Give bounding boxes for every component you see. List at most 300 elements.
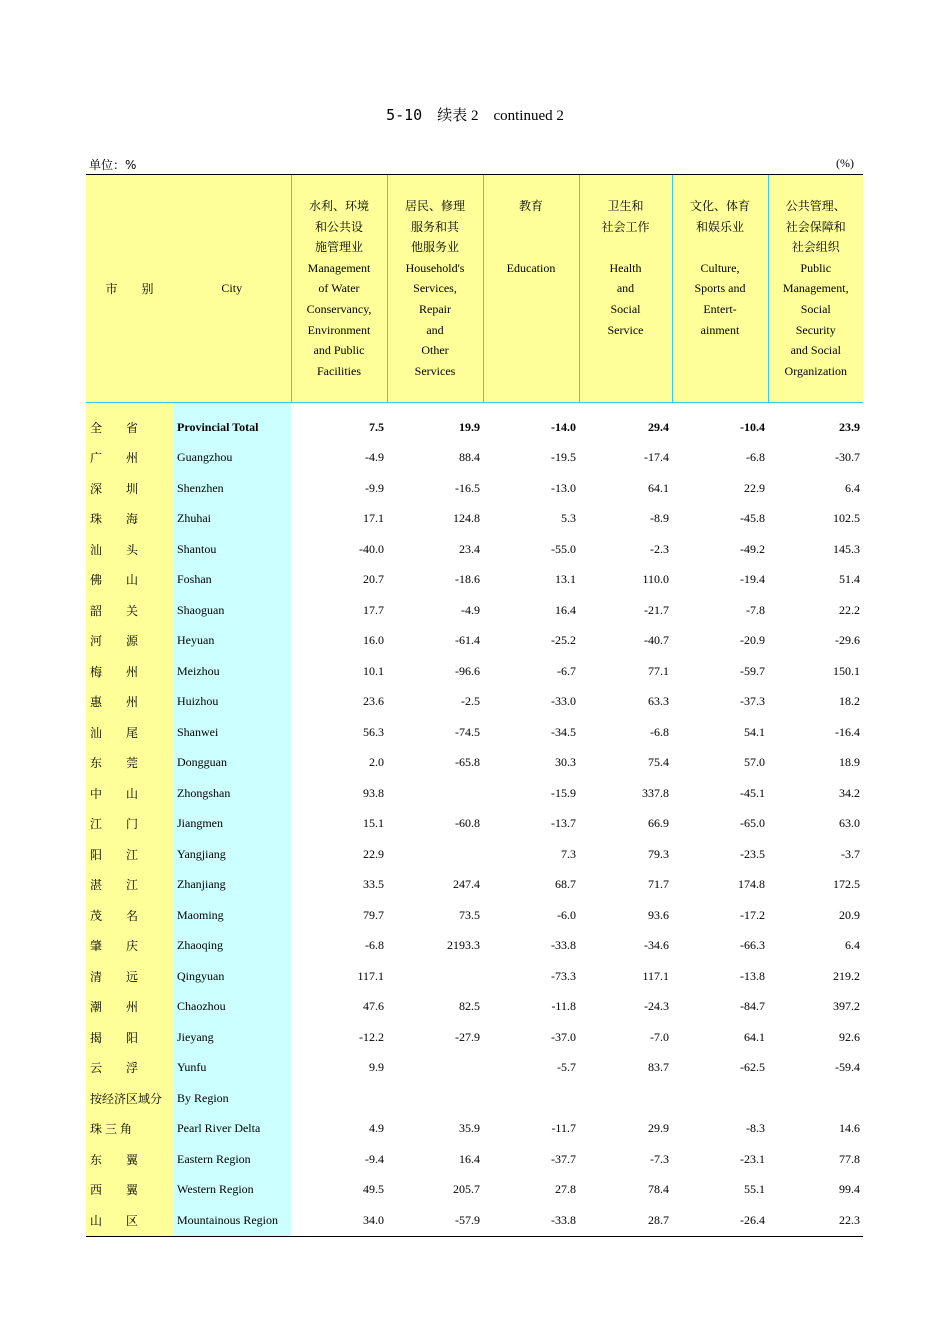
table-cell: 6.4	[845, 480, 860, 495]
row-label-zh: 潮 州	[86, 992, 173, 1023]
row-label-en: Shantou	[173, 534, 291, 565]
header-line: Security	[795, 322, 836, 337]
table-cell: -55.0	[551, 541, 576, 556]
table-cell: -11.8	[551, 999, 576, 1014]
table-cell: -40.0	[359, 541, 384, 556]
table-title-en: continued 2	[493, 108, 564, 124]
header-line: Culture,	[700, 260, 740, 275]
header-line	[484, 299, 579, 320]
row-label-en: Shanwei	[173, 717, 291, 748]
table-row	[86, 412, 863, 443]
table-cell: 145.3	[833, 541, 860, 556]
header-line	[673, 361, 768, 382]
row-label-en: Mountainous Region	[173, 1205, 291, 1236]
table-cell: 68.7	[555, 877, 576, 892]
row-label-zh: 清 远	[86, 961, 173, 992]
table-cell: -4.9	[461, 602, 480, 617]
table-cell: 51.4	[839, 572, 860, 587]
table-cell: -6.8	[650, 724, 669, 739]
table-row	[86, 443, 863, 474]
table-cell: -45.1	[740, 785, 765, 800]
table-cell: -6.0	[557, 907, 576, 922]
table-cell: -9.4	[365, 1151, 384, 1166]
table-cell: 64.1	[648, 480, 669, 495]
table-cell: 10.1	[363, 663, 384, 678]
table-cell: 29.4	[648, 419, 669, 434]
header-col-1	[291, 175, 387, 403]
table-row	[86, 534, 863, 565]
table-cell: -26.4	[672, 1205, 768, 1236]
header-line: 服务和其	[410, 219, 459, 234]
table-row	[86, 565, 863, 596]
unit-label: 单位：%	[89, 158, 137, 172]
row-label-en: Yunfu	[173, 1053, 291, 1084]
table-cell: -84.7	[740, 999, 765, 1014]
header-line: Organization	[784, 363, 847, 378]
table-cell: 14.6	[839, 1121, 860, 1136]
header-line: 卫生和	[607, 199, 644, 213]
table-cell: -14.0	[551, 419, 576, 434]
header-line: Education	[506, 260, 556, 275]
table-cell: 247.4	[453, 877, 480, 892]
row-label-en: Meizhou	[173, 656, 291, 687]
table-cell: 4.9	[369, 1121, 384, 1136]
table-cell: -16.5	[455, 480, 480, 495]
row-label-zh: 山 区	[86, 1205, 173, 1236]
table-cell: 34.0	[291, 1205, 387, 1236]
table-cell: -17.4	[644, 450, 669, 465]
header-col-2	[387, 175, 483, 403]
table-row	[86, 931, 863, 962]
header-line: Services	[414, 363, 456, 378]
row-label-en: Zhanjiang	[173, 870, 291, 901]
header-line: Management,	[782, 281, 849, 296]
row-label-zh: 揭 阳	[86, 1022, 173, 1053]
header-col-6	[768, 175, 863, 403]
table-cell: -33.0	[551, 694, 576, 709]
table-cell: 337.8	[642, 785, 669, 800]
header-line: Repair	[419, 301, 451, 316]
table-cell: 6.4	[845, 938, 860, 953]
table-row	[86, 626, 863, 657]
table-cell	[387, 1053, 483, 1084]
header-line	[484, 320, 579, 341]
table-cell: -13.0	[551, 480, 576, 495]
table-cell: -2.5	[461, 694, 480, 709]
table-cell: 9.9	[369, 1060, 384, 1075]
table-cell: 77.1	[648, 663, 669, 678]
table-row	[86, 473, 863, 504]
table-cell: 29.9	[648, 1121, 669, 1136]
row-label-zh: 西 翼	[86, 1175, 173, 1206]
header-line: 教育	[518, 199, 543, 213]
table-cell: -7.0	[650, 1029, 669, 1044]
table-cell: 23.9	[839, 419, 860, 434]
header-line	[673, 340, 768, 361]
statistics-table	[86, 174, 863, 1237]
header-line: Public	[800, 260, 832, 275]
table-cell: 30.3	[555, 755, 576, 770]
table-cell: 79.3	[648, 846, 669, 861]
table-cell: -15.9	[551, 785, 576, 800]
table-cell	[579, 1083, 672, 1114]
row-label-en: Shaoguan	[173, 595, 291, 626]
table-cell: 83.7	[648, 1060, 669, 1075]
table-cell: 79.7	[363, 907, 384, 922]
table-cell: -96.6	[455, 663, 480, 678]
header-line: and Public	[313, 343, 365, 358]
row-label-en: Maoming	[173, 900, 291, 931]
header-line	[484, 217, 579, 238]
row-label-zh: 韶 关	[86, 595, 173, 626]
header-line: Other	[421, 343, 449, 358]
header-line	[484, 278, 579, 299]
table-row	[86, 1144, 863, 1175]
table-cell: -6.7	[557, 663, 576, 678]
table-cell: -7.8	[746, 602, 765, 617]
table-cell: -27.9	[455, 1029, 480, 1044]
table-cell: 55.1	[744, 1182, 765, 1197]
table-cell: -13.7	[551, 816, 576, 831]
table-cell	[483, 1083, 579, 1114]
table-cell	[672, 1083, 768, 1114]
table-cell: 47.6	[363, 999, 384, 1014]
table-cell: 93.6	[648, 907, 669, 922]
row-label-en: Qingyuan	[173, 961, 291, 992]
header-line: 施管理业	[314, 240, 363, 255]
table-row	[86, 809, 863, 840]
row-label-zh: 佛 山	[86, 565, 173, 596]
table-title-zh: 续表 2	[437, 108, 479, 124]
table-cell: -60.8	[455, 816, 480, 831]
table-cell: 13.1	[555, 572, 576, 587]
header-line: 居民、修理	[404, 199, 465, 213]
table-cell	[387, 839, 483, 870]
header-col-5	[672, 175, 768, 403]
table-cell: 174.8	[738, 877, 765, 892]
table-cell: 75.4	[648, 755, 669, 770]
table-header-row	[86, 175, 863, 403]
header-line: and	[616, 281, 635, 296]
table-row	[86, 1083, 863, 1114]
header-line: 公共管理、	[785, 199, 846, 213]
header-line: Conservancy,	[306, 301, 372, 316]
table-row	[86, 1175, 863, 1206]
table-cell: 34.2	[839, 785, 860, 800]
row-label-en: Eastern Region	[173, 1144, 291, 1175]
row-label-en: Guangzhou	[173, 443, 291, 474]
table-cell: -9.9	[365, 480, 384, 495]
row-label-en: Zhongshan	[173, 778, 291, 809]
table-cell: -34.6	[644, 938, 669, 953]
table-row	[86, 900, 863, 931]
table-cell: 23.4	[459, 541, 480, 556]
table-cell: 77.8	[839, 1151, 860, 1166]
header-line: 社会保障和	[785, 219, 846, 234]
table-row	[86, 1114, 863, 1145]
row-label-zh: 汕 尾	[86, 717, 173, 748]
table-cell: 22.9	[744, 480, 765, 495]
table-cell: 63.3	[648, 694, 669, 709]
table-code: 5-10	[386, 106, 423, 124]
table-cell: 92.6	[839, 1029, 860, 1044]
row-label-zh: 珠 三 角	[86, 1114, 173, 1145]
table-cell: -13.8	[740, 968, 765, 983]
table-cell: 110.0	[642, 572, 669, 587]
table-cell	[387, 1083, 483, 1114]
row-label-zh: 湛 江	[86, 870, 173, 901]
table-cell: 124.8	[453, 511, 480, 526]
header-line	[580, 237, 672, 258]
row-label-zh: 梅 州	[86, 656, 173, 687]
table-cell: 7.5	[369, 419, 384, 434]
table-row	[86, 1205, 863, 1236]
header-line	[580, 340, 672, 361]
row-label-en: Zhaoqing	[173, 931, 291, 962]
row-label-en: Dongguan	[173, 748, 291, 779]
table-cell: -37.7	[551, 1151, 576, 1166]
table-row	[86, 839, 863, 870]
header-line: Social	[610, 301, 641, 316]
table-cell: 16.4	[555, 602, 576, 617]
header-line	[484, 340, 579, 361]
header-line: Management	[307, 260, 371, 275]
table-cell: 66.9	[648, 816, 669, 831]
table-cell: 57.0	[744, 755, 765, 770]
row-label-zh: 茂 名	[86, 900, 173, 931]
table-cell: -25.2	[551, 633, 576, 648]
table-cell: 82.5	[459, 999, 480, 1014]
table-cell: 16.4	[459, 1151, 480, 1166]
header-line: 水利、环境	[308, 199, 369, 213]
header-line	[484, 361, 579, 382]
table-cell: 22.3	[768, 1205, 863, 1236]
row-label-zh: 全 省	[86, 412, 173, 443]
row-label-en: Western Region	[173, 1175, 291, 1206]
table-cell: 22.2	[839, 602, 860, 617]
table-cell: -61.4	[455, 633, 480, 648]
row-label-en: Pearl River Delta	[173, 1114, 291, 1145]
table-cell: -37.0	[551, 1029, 576, 1044]
row-label-zh: 江 门	[86, 809, 173, 840]
table-cell	[387, 778, 483, 809]
table-cell	[387, 961, 483, 992]
header-line: Environment	[307, 322, 371, 337]
row-label-en: Chaozhou	[173, 992, 291, 1023]
table-cell: 56.3	[363, 724, 384, 739]
table-cell: 117.1	[642, 968, 669, 983]
table-cell: 93.8	[363, 785, 384, 800]
table-cell: -37.3	[740, 694, 765, 709]
header-line: Facilities	[317, 363, 361, 378]
table-cell: -62.5	[740, 1060, 765, 1075]
header-line: 和公共设	[314, 219, 363, 234]
table-cell: -33.8	[551, 938, 576, 953]
table-cell: -34.5	[551, 724, 576, 739]
table-cell: -21.7	[644, 602, 669, 617]
table-cell: 27.8	[555, 1182, 576, 1197]
table-cell: -59.7	[740, 663, 765, 678]
table-cell: -65.0	[740, 816, 765, 831]
table-row	[86, 992, 863, 1023]
row-label-en: By Region	[173, 1083, 291, 1114]
header-line: Sports and	[694, 281, 746, 296]
table-cell: 15.1	[363, 816, 384, 831]
table-row	[86, 687, 863, 718]
header-col-4	[579, 175, 672, 403]
table-cell: -19.4	[740, 572, 765, 587]
table-row	[86, 870, 863, 901]
table-cell: 22.9	[363, 846, 384, 861]
table-cell: 16.0	[363, 633, 384, 648]
row-label-zh: 广 州	[86, 443, 173, 474]
row-label-en: Jiangmen	[173, 809, 291, 840]
table-cell: -59.4	[835, 1060, 860, 1075]
table-row	[86, 656, 863, 687]
table-cell: -66.3	[740, 938, 765, 953]
table-cell: -11.7	[551, 1121, 576, 1136]
table-cell: 397.2	[833, 999, 860, 1014]
row-label-zh: 珠 海	[86, 504, 173, 535]
table-cell: -29.6	[835, 633, 860, 648]
header-line	[673, 237, 768, 258]
header-line: Entert-	[703, 301, 737, 316]
table-cell: 20.9	[839, 907, 860, 922]
row-label-zh: 深 圳	[86, 473, 173, 504]
table-cell: -6.8	[365, 938, 384, 953]
row-label-en: Provincial Total	[173, 412, 291, 443]
row-label-en: Jieyang	[173, 1022, 291, 1053]
header-line: 他服务业	[410, 240, 459, 255]
unit-symbol: (%)	[836, 156, 854, 170]
table-cell: -20.9	[740, 633, 765, 648]
table-cell: -33.8	[483, 1205, 579, 1236]
row-label-en: Huizhou	[173, 687, 291, 718]
table-cell: 71.7	[648, 877, 669, 892]
table-row	[86, 961, 863, 992]
header-city-en: City	[173, 175, 291, 403]
table-cell: 63.0	[839, 816, 860, 831]
header-line: Service	[607, 322, 644, 337]
table-cell: -19.5	[551, 450, 576, 465]
table-cell	[291, 1083, 387, 1114]
row-label-zh: 按经济区域分	[86, 1083, 173, 1114]
header-line: Social	[800, 301, 831, 316]
header-line	[580, 361, 672, 382]
row-label-zh: 中 山	[86, 778, 173, 809]
table-cell: 205.7	[453, 1182, 480, 1197]
table-cell: -40.7	[644, 633, 669, 648]
table-cell: 23.6	[363, 694, 384, 709]
table-cell: -7.3	[650, 1151, 669, 1166]
table-cell: -23.1	[740, 1151, 765, 1166]
table-cell: 54.1	[744, 724, 765, 739]
table-cell: 28.7	[579, 1205, 672, 1236]
row-label-zh: 河 源	[86, 626, 173, 657]
table-cell: -23.5	[740, 846, 765, 861]
table-cell: 150.1	[833, 663, 860, 678]
row-label-zh: 肇 庆	[86, 931, 173, 962]
table-row	[86, 1022, 863, 1053]
table-cell: -3.7	[841, 846, 860, 861]
table-row	[86, 748, 863, 779]
table-row	[86, 504, 863, 535]
table-cell: -12.2	[359, 1029, 384, 1044]
header-line: 文化、体育	[689, 199, 750, 213]
table-cell: -49.2	[740, 541, 765, 556]
table-cell: -18.6	[455, 572, 480, 587]
header-col-3	[483, 175, 579, 403]
table-cell: 5.3	[561, 511, 576, 526]
table-cell: 99.4	[839, 1182, 860, 1197]
table-cell: 102.5	[833, 511, 860, 526]
table-cell: -30.7	[835, 450, 860, 465]
header-city-zh: 市 别	[86, 175, 173, 403]
table-cell: 49.5	[363, 1182, 384, 1197]
header-line: 和娱乐业	[695, 219, 744, 234]
header-line	[484, 237, 579, 258]
table-cell	[768, 1083, 863, 1114]
table-cell: -57.9	[387, 1205, 483, 1236]
table-cell: 7.3	[561, 846, 576, 861]
table-title	[0, 104, 950, 125]
table-cell: 17.1	[363, 511, 384, 526]
table-cell: -45.8	[740, 511, 765, 526]
row-label-zh: 东 莞	[86, 748, 173, 779]
row-label-en: Foshan	[173, 565, 291, 596]
table-row	[86, 595, 863, 626]
table-cell: 33.5	[363, 877, 384, 892]
table-cell: -74.5	[455, 724, 480, 739]
table-cell: -5.7	[557, 1060, 576, 1075]
table-cell: 117.1	[357, 968, 384, 983]
header-line: ainment	[700, 322, 740, 337]
header-line: of Water	[318, 281, 360, 296]
row-label-en: Heyuan	[173, 626, 291, 657]
table-cell: -4.9	[365, 450, 384, 465]
table-cell: 17.7	[363, 602, 384, 617]
table-cell: 20.7	[363, 572, 384, 587]
table-cell: 172.5	[833, 877, 860, 892]
table-cell: 2.0	[369, 755, 384, 770]
header-line: Health	[609, 260, 642, 275]
row-label-en: Shenzhen	[173, 473, 291, 504]
table-cell: 18.9	[839, 755, 860, 770]
table-row	[86, 778, 863, 809]
table-cell: 88.4	[459, 450, 480, 465]
row-label-zh: 汕 头	[86, 534, 173, 565]
header-line: Services,	[413, 281, 457, 296]
table-cell: -17.2	[740, 907, 765, 922]
table-cell: -2.3	[650, 541, 669, 556]
table-cell: -8.9	[650, 511, 669, 526]
table-cell: -6.8	[746, 450, 765, 465]
table-cell: 18.2	[839, 694, 860, 709]
table-cell: -16.4	[835, 724, 860, 739]
table-cell: 78.4	[648, 1182, 669, 1197]
row-label-zh: 东 翼	[86, 1144, 173, 1175]
header-line: Household's	[405, 260, 465, 275]
header-line: and Social	[790, 343, 841, 358]
row-label-zh: 云 浮	[86, 1053, 173, 1084]
table-cell: 64.1	[744, 1029, 765, 1044]
table-cell: -24.3	[644, 999, 669, 1014]
row-label-en: Zhuhai	[173, 504, 291, 535]
table-cell: -10.4	[740, 419, 765, 434]
table-cell: -8.3	[746, 1121, 765, 1136]
table-row	[86, 717, 863, 748]
table-cell: 73.5	[459, 907, 480, 922]
